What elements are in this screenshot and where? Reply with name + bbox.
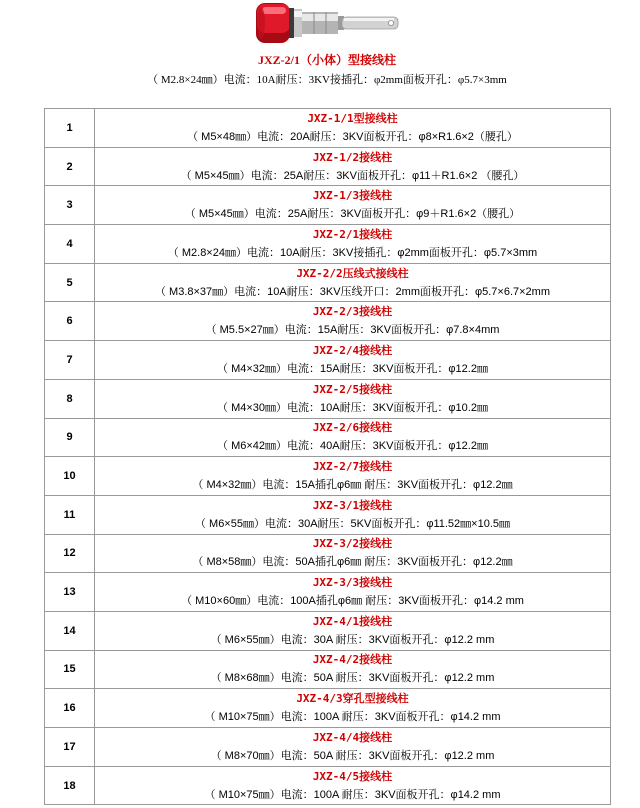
product-spec: （ M5×45㎜）电流：25A耐压：3KV面板开孔：φ9＋R1.6×2（腰孔） [184,208,521,221]
row-info-cell [95,573,611,612]
product-spec: （ M5×48㎜）电流：20A耐压：3KV面板开孔：φ8×R1.6×2（腰孔） [187,130,518,143]
table-row [45,263,611,302]
row-number: 3 [45,186,95,225]
row-info-cell [95,186,611,225]
product-name: JXZ-4/3穿孔型接线柱 [296,692,409,706]
row-number: 17 [45,728,95,767]
table-row [45,147,611,186]
row-info-cell [95,534,611,573]
red-cap [256,3,290,43]
row-info-cell [95,263,611,302]
product-spec: （ M4×32㎜）电流：15A插孔φ6㎜ 耐压：3KV面板开孔：φ12.2㎜ [192,479,513,492]
page-title: JXZ-2/1（小体）型接线柱 [257,53,396,67]
product-name: JXZ-1/1型接线柱 [307,111,398,125]
row-info-cell [95,689,611,728]
row-number: 4 [45,225,95,264]
table-row [45,650,611,689]
row-number: 1 [45,109,95,148]
row-info-cell [95,341,611,380]
row-number: 12 [45,534,95,573]
product-spec: （ M4×30㎜）电流：10A耐压：3KV面板开孔：φ10.2㎜ [217,401,488,414]
row-info-cell [95,728,611,767]
row-info-cell [95,495,611,534]
row-info-cell [95,766,611,805]
product-name: JXZ-4/4接线柱 [312,730,393,744]
table-row [45,534,611,573]
product-spec: （ M8×68㎜）电流：50A 耐压：3KV面板开孔：φ12.2 mm [210,672,495,685]
product-name: JXZ-2/2压线式接线柱 [296,266,409,280]
product-spec: （ M10×75㎜）电流：100A 耐压：3KV面板开孔：φ14.2 mm [204,788,501,801]
table-row [45,186,611,225]
tab-hole [388,20,393,25]
metal-collar [294,9,302,37]
row-info-cell [95,418,611,457]
row-number: 10 [45,457,95,496]
product-name: JXZ-2/5接线柱 [312,382,393,396]
table-row [45,495,611,534]
solder-tab [342,17,398,29]
dark-ring [289,8,294,38]
product-spec: （ M8×70㎜）电流：50A 耐压：3KV面板开孔：φ12.2 mm [210,749,495,762]
table-row [45,457,611,496]
page-title-spec: （ M2.8×24㎜）电流：10A耐压：3KV接插孔：φ2mm面板开孔：φ5.7×3mm [147,74,507,86]
row-info-cell [95,379,611,418]
table-row [45,109,611,148]
row-number: 15 [45,650,95,689]
table-row [45,766,611,805]
table-row [45,418,611,457]
product-name: JXZ-1/2接线柱 [312,150,393,164]
product-spec: （ M6×55㎜）电流：30A耐压：5KV面板开孔：φ11.52㎜×10.5㎜ [194,517,511,530]
row-number: 13 [45,573,95,612]
row-info-cell [95,225,611,264]
row-number: 5 [45,263,95,302]
row-number: 16 [45,689,95,728]
row-number: 2 [45,147,95,186]
row-number: 9 [45,418,95,457]
row-info-cell [95,611,611,650]
row-info-cell [95,302,611,341]
table-row [45,573,611,612]
product-image [252,0,402,46]
product-spec: （ M5.5×27㎜）电流：15A耐压：3KV面板开孔：φ7.8×4mm [205,324,500,337]
product-spec: （ M4×32㎜）电流：15A耐压：3KV面板开孔：φ12.2㎜ [217,362,488,375]
row-number: 7 [45,341,95,380]
table-row [45,728,611,767]
product-name: JXZ-4/5接线柱 [312,769,393,783]
product-name: JXZ-4/2接线柱 [312,653,393,667]
product-name: JXZ-2/3接线柱 [312,305,393,319]
product-spec: （ M3.8×37㎜）电流：10A耐压：3KV压线开口：2mm面板开孔：φ5.7×6.7×2mm [155,285,550,298]
product-name: JXZ-2/6接线柱 [312,421,393,435]
product-table [44,108,611,805]
product-name: JXZ-4/1接线柱 [312,614,393,628]
product-spec: （ M8×58㎜）电流：50A插孔φ6㎜ 耐压：3KV面板开孔：φ12.2㎜ [192,556,513,569]
row-number: 14 [45,611,95,650]
product-spec: （ M6×42㎜）电流：40A耐压：3KV面板开孔：φ12.2㎜ [217,440,488,453]
table-row [45,302,611,341]
row-info-cell [95,109,611,148]
row-info-cell [95,457,611,496]
row-info-cell [95,650,611,689]
table-row [45,689,611,728]
row-number: 11 [45,495,95,534]
product-name: JXZ-2/4接线柱 [312,343,393,357]
row-number: 6 [45,302,95,341]
product-spec: （ M5×45㎜）电流：25A耐压：3KV面板开孔：φ11＋R1.6×2 （腰孔） [180,169,525,182]
product-spec: （ M2.8×24㎜）电流：10A耐压：3KV接插孔：φ2mm面板开孔：φ5.7×3mm [167,246,538,259]
row-info-cell [95,147,611,186]
product-name: JXZ-1/3接线柱 [312,189,393,203]
table-row [45,341,611,380]
product-name: JXZ-3/2接线柱 [312,537,393,551]
product-name: JXZ-2/1接线柱 [312,227,393,241]
row-number: 8 [45,379,95,418]
product-table-body [45,109,611,805]
product-spec: （ M10×60㎜）电流：100A插孔φ6㎜ 耐压：3KV面板开孔：φ14.2 mm [181,595,524,608]
table-row [45,379,611,418]
table-row [45,611,611,650]
product-spec: （ M10×75㎜）电流：100A 耐压：3KV面板开孔：φ14.2 mm [204,711,501,724]
product-spec: （ M6×55㎜）电流：30A 耐压：3KV面板开孔：φ12.2 mm [210,633,495,646]
product-name: JXZ-3/1接线柱 [312,498,393,512]
product-name: JXZ-2/7接线柱 [312,460,393,474]
row-number: 18 [45,766,95,805]
table-row [45,225,611,264]
hex-nut [302,12,338,34]
product-name: JXZ-3/3接线柱 [312,576,393,590]
